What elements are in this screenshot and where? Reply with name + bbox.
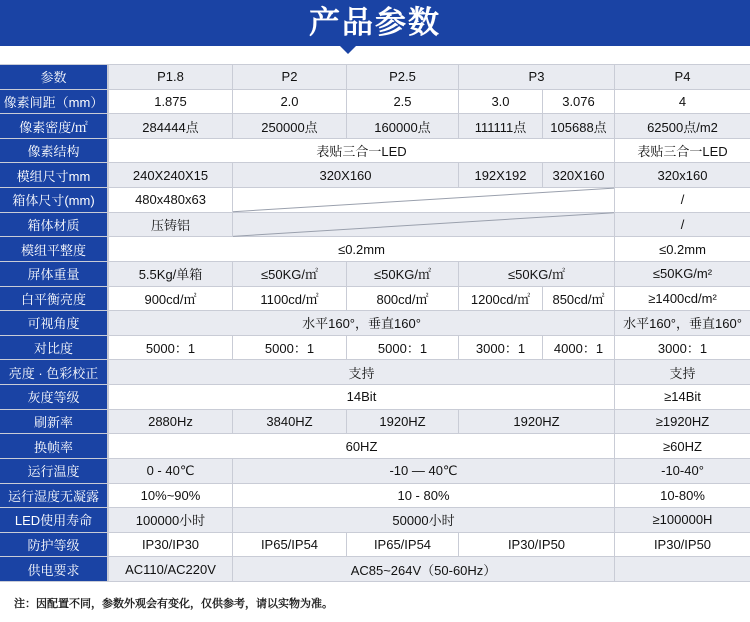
row-label: 刷新率 xyxy=(0,410,107,434)
row-label: 防护等级 xyxy=(0,533,107,557)
row-label: 像素密度/㎡ xyxy=(0,114,107,138)
row-label: 灰度等级 xyxy=(0,385,107,409)
row-label: 供电要求 xyxy=(0,557,107,581)
table-cell: 2.5 xyxy=(347,90,458,114)
row-label: 箱体材质 xyxy=(0,213,107,237)
table-cell: P2.5 xyxy=(347,65,458,89)
table-cell: 1920HZ xyxy=(347,410,458,434)
table-cell: 5000：1 xyxy=(109,336,232,360)
table-cell: 水平160°，垂直160° xyxy=(615,311,750,335)
table-cell: 2.0 xyxy=(233,90,346,114)
table-cell: 3000：1 xyxy=(459,336,542,360)
table-cell: ≤50KG/㎡ xyxy=(459,262,614,286)
table-cell: 1200cd/㎡ xyxy=(459,287,542,311)
row-label: 对比度 xyxy=(0,336,107,360)
table-cell: 100000小时 xyxy=(109,508,232,532)
table-cell: AC110/AC220V xyxy=(109,557,232,581)
table-cell: 900cd/㎡ xyxy=(109,287,232,311)
table-cell: 4000：1 xyxy=(543,336,614,360)
table-cell: ≤50KG/m² xyxy=(615,262,750,286)
table-cell: 62500点/m2 xyxy=(615,114,750,138)
table-cell: 240X240X15 xyxy=(109,163,232,187)
table-cell: IP65/IP54 xyxy=(347,533,458,557)
table-cell: -10 — 40℃ xyxy=(233,459,614,483)
table-cell: 支持 xyxy=(109,360,614,384)
table-cell: 284444点 xyxy=(109,114,232,138)
table-cell: 3.076 xyxy=(543,90,614,114)
table-cell: 水平160°，垂直160° xyxy=(109,311,614,335)
row-label: LED使用寿命 xyxy=(0,508,107,532)
row-label: 运行湿度无凝露 xyxy=(0,484,107,508)
row-label: 模组平整度 xyxy=(0,237,107,261)
table-cell: ≤0.2mm xyxy=(615,237,750,261)
merged-blank-cell xyxy=(233,213,614,237)
row-label: 参数 xyxy=(0,65,107,89)
table-cell: 50000小时 xyxy=(233,508,614,532)
table-cell: 1920HZ xyxy=(459,410,614,434)
row-label: 像素结构 xyxy=(0,139,107,163)
row-label: 屏体重量 xyxy=(0,262,107,286)
table-cell: 4 xyxy=(615,90,750,114)
table-cell: 14Bit xyxy=(109,385,614,409)
table-cell: 10 - 80% xyxy=(233,484,614,508)
table-cell: IP30/IP50 xyxy=(615,533,750,557)
table-cell: 800cd/㎡ xyxy=(347,287,458,311)
table-cell: 表贴三合一LED xyxy=(615,139,750,163)
table-cell: 10%~90% xyxy=(109,484,232,508)
table-cell: 320X160 xyxy=(233,163,458,187)
table-cell: 480x480x63 xyxy=(109,188,232,212)
table-cell: -10-40° xyxy=(615,459,750,483)
row-label: 运行温度 xyxy=(0,459,107,483)
table-cell: ≤50KG/㎡ xyxy=(347,262,458,286)
title-notch xyxy=(340,46,356,54)
table-cell: 60HZ xyxy=(109,434,614,458)
page-title: 产品参数 xyxy=(309,5,441,41)
table-cell xyxy=(615,557,750,581)
table-cell: ≥60HZ xyxy=(615,434,750,458)
row-label: 白平衡亮度 xyxy=(0,287,107,311)
table-cell: ≥100000H xyxy=(615,508,750,532)
table-cell: ≥1400cd/m² xyxy=(615,287,750,311)
merged-blank-cell xyxy=(233,188,614,212)
table-cell: 5000：1 xyxy=(347,336,458,360)
footnote: 注：因配置不同，参数外观会有变化，仅供参考，请以实物为准。 xyxy=(14,597,333,611)
table-cell: 320x160 xyxy=(615,163,750,187)
row-label: 亮度 · 色彩校正 xyxy=(0,360,107,384)
table-cell: 10-80% xyxy=(615,484,750,508)
table-cell: AC85~264V（50-60Hz） xyxy=(233,557,614,581)
table-cell: 1.875 xyxy=(109,90,232,114)
table-cell: 5.5Kg/单箱 xyxy=(109,262,232,286)
table-cell: IP30/IP30 xyxy=(109,533,232,557)
table-cell: IP65/IP54 xyxy=(233,533,346,557)
table-cell: 320X160 xyxy=(543,163,614,187)
table-cell: 3.0 xyxy=(459,90,542,114)
table-cell: P4 xyxy=(615,65,750,89)
table-cell: 3000：1 xyxy=(615,336,750,360)
table-cell: / xyxy=(615,188,750,212)
table-cell: 111111点 xyxy=(459,114,542,138)
table-cell: 5000：1 xyxy=(233,336,346,360)
row-label: 可视角度 xyxy=(0,311,107,335)
row-label: 模组尺寸mm xyxy=(0,163,107,187)
row-label: 换帧率 xyxy=(0,434,107,458)
table-cell: ≥14Bit xyxy=(615,385,750,409)
table-cell: 1100cd/㎡ xyxy=(233,287,346,311)
table-cell: 0 - 40℃ xyxy=(109,459,232,483)
table-cell: IP30/IP50 xyxy=(459,533,614,557)
table-cell: 850cd/㎡ xyxy=(543,287,614,311)
table-cell: 3840HZ xyxy=(233,410,346,434)
table-cell: ≥1920HZ xyxy=(615,410,750,434)
table-cell: 105688点 xyxy=(543,114,614,138)
table-cell: P1.8 xyxy=(109,65,232,89)
table-cell: 250000点 xyxy=(233,114,346,138)
table-cell: 表贴三合一LED xyxy=(109,139,614,163)
table-cell: 192X192 xyxy=(459,163,542,187)
table-cell: / xyxy=(615,213,750,237)
table-cell: ≤50KG/㎡ xyxy=(233,262,346,286)
table-cell: 160000点 xyxy=(347,114,458,138)
table-cell: ≤0.2mm xyxy=(109,237,614,261)
table-cell: P2 xyxy=(233,65,346,89)
table-cell: P3 xyxy=(459,65,614,89)
table-cell: 支持 xyxy=(615,360,750,384)
row-label: 像素间距（mm） xyxy=(0,90,107,114)
table-cell: 2880Hz xyxy=(109,410,232,434)
row-label: 箱体尺寸(mm) xyxy=(0,188,107,212)
table-cell: 压铸铝 xyxy=(109,213,232,237)
